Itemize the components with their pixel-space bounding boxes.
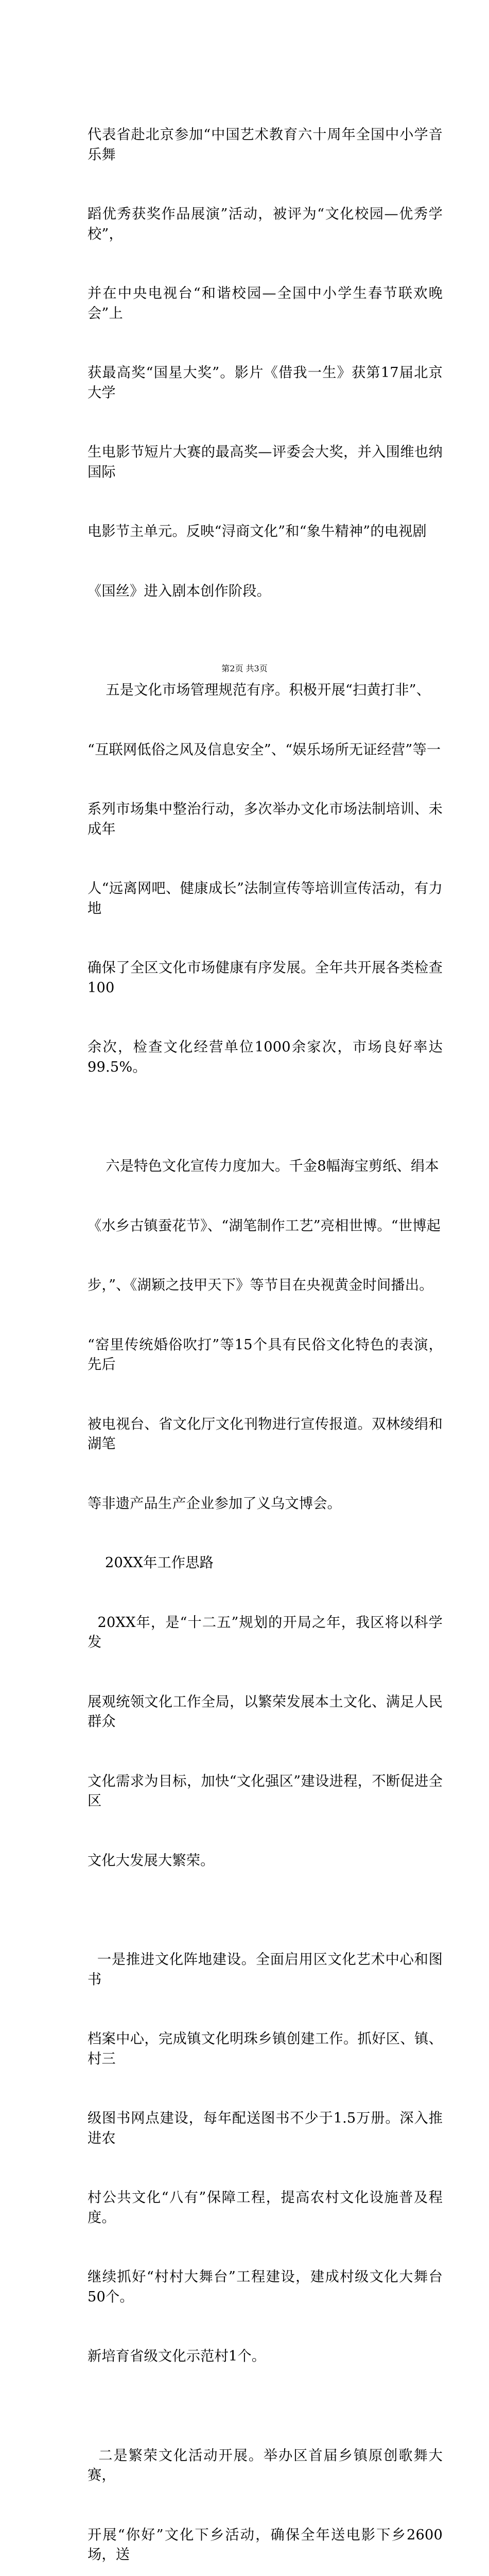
text-line: 开展“你好”文化下乡活动，确保全年送电影下乡2600场，送 bbox=[88, 2526, 443, 2565]
section-heading bbox=[88, 1553, 443, 1573]
document-body bbox=[88, 86, 443, 2576]
paragraph-work-plan-intro bbox=[88, 1573, 443, 1911]
page-number: 第2页 共3页 bbox=[221, 664, 267, 673]
text-line: 蹈优秀获奖作品展演”活动，被评为“文化校园—优秀学校”， bbox=[88, 205, 443, 244]
text-line: “窑里传统婚俗吹打”等15个具有民俗文化特色的表演，先后 bbox=[88, 1335, 443, 1375]
text-line: 级图书网点建设，每年配送图书不少于1.5万册。深入推进农 bbox=[88, 2109, 443, 2148]
text-line: 代表省赴北京参加“中国艺术教育六十周年全国中小学音乐舞 bbox=[88, 125, 443, 165]
text-line: 并在中央电视台“和谐校园—全国中小学生春节联欢晚会”上 bbox=[88, 284, 443, 324]
text-line: 人“远离网吧、健康成长”法制宣传等培训宣传活动，有力地 bbox=[88, 879, 443, 919]
document-page bbox=[0, 0, 489, 692]
paragraph-cultural-activities bbox=[88, 2406, 443, 2576]
text-line: 等非遗产品生产企业参加了义乌文博会。 bbox=[88, 1494, 443, 1514]
text-line: 《水乡古镇蚕花节》、“湖笔制作工艺”亮相世博。“世博起 bbox=[88, 1216, 443, 1236]
text-line: 村公共文化“八有”保障工程，提高农村文化设施普及程度。 bbox=[88, 2188, 443, 2228]
paragraph-market-management bbox=[88, 641, 443, 1117]
text-line: 确保了全区文化市场健康有序发展。全年共开展各类检查100 bbox=[88, 958, 443, 998]
text-line: 新培育省级文化示范村1个。 bbox=[88, 2347, 443, 2367]
text-line: 生电影节短片大赛的最高奖—评委会大奖，并入围维也纳国际 bbox=[88, 443, 443, 482]
text-line: 二是繁荣文化活动开展。举办区首届乡镇原创歌舞大赛， bbox=[88, 2446, 443, 2486]
text-line: 档案中心，完成镇文化明珠乡镇创建工作。抓好区、镇、村三 bbox=[88, 2029, 443, 2069]
text-line: 五是文化市场管理规范有序。积极开展“扫黄打非”、 bbox=[88, 681, 443, 701]
text-line: 《国丝》进入剧本创作阶段。 bbox=[88, 582, 443, 602]
text-line: 被电视台、省文化厅文化刊物进行宣传报道。双林绫绢和湖笔 bbox=[88, 1415, 443, 1454]
text-line: 步，”、《湖颖之技甲天下》等节目在央视黄金时间播出。 bbox=[88, 1276, 443, 1296]
text-line: “互联网低俗之风及信息安全”、“娱乐场所无证经营”等一 bbox=[88, 740, 443, 760]
text-line: 一是推进文化阵地建设。全面启用区文化艺术中心和图书 bbox=[88, 1950, 443, 1990]
text-line: 电影节主单元。反映“浔商文化”和“象牛精神”的电视剧 bbox=[88, 522, 443, 542]
paragraph-awards bbox=[88, 86, 443, 641]
text-line: 系列市场集中整治行动，多次举办文化市场法制培训、未成年 bbox=[88, 800, 443, 839]
text-line: 继续抓好“村村大舞台”工程建设，建成村级文化大舞台50个。 bbox=[88, 2267, 443, 2307]
paragraph-venue-construction bbox=[88, 1910, 443, 2406]
text-line: 六是特色文化宣传力度加大。千金8幅海宝剪纸、绢本 bbox=[88, 1157, 443, 1177]
text-line: 文化需求为目标，加快“文化强区”建设进程，不断促进全区 bbox=[88, 1772, 443, 1811]
text-line: 20XX年，是“十二五”规划的开局之年，我区将以科学发 bbox=[88, 1613, 443, 1653]
text-line: 获最高奖“国星大奖”。影片《借我一生》获第17届北京大学 bbox=[88, 363, 443, 403]
page-footer bbox=[0, 664, 489, 674]
text-line: 文化大发展大繁荣。 bbox=[88, 1851, 443, 1871]
paragraph-culture-promotion bbox=[88, 1117, 443, 1553]
text-line: 余次，检查文化经营单位1000余家次，市场良好率达99.5%。 bbox=[88, 1038, 443, 1077]
text-line: 展观统领文化工作全局，以繁荣发展本土文化、满足人民群众 bbox=[88, 1692, 443, 1732]
heading-text: 20XX年工作思路 bbox=[105, 1553, 443, 1573]
